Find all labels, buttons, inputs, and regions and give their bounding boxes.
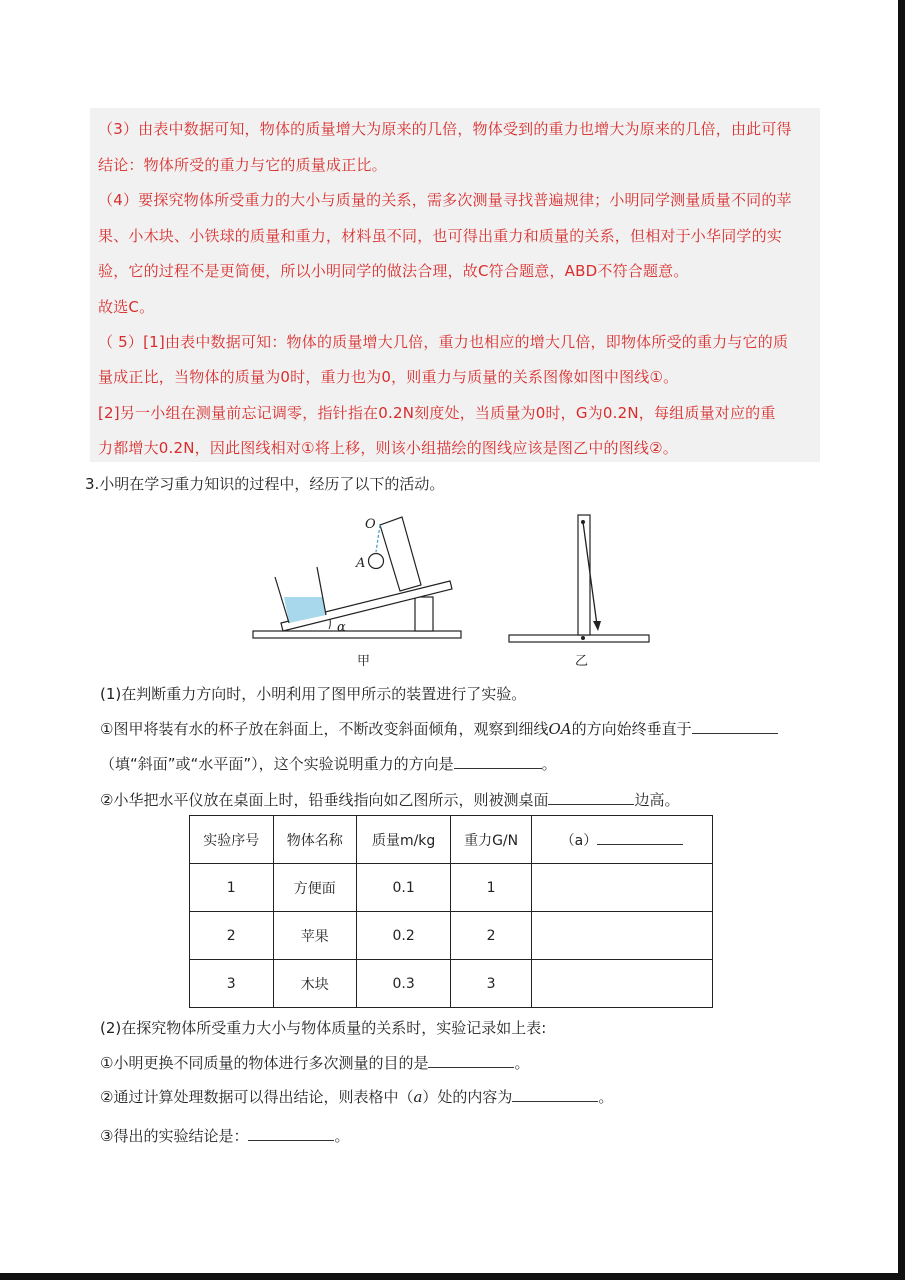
level-center-dot	[581, 636, 585, 640]
table-row	[190, 912, 713, 960]
table-header-cell: 质量m/kg	[357, 816, 451, 864]
base-plate-yi	[509, 635, 649, 642]
table-cell: 木块	[273, 960, 357, 1008]
support-block	[415, 597, 433, 631]
plumb-string	[376, 525, 380, 552]
table-cell: 2	[190, 912, 274, 960]
answer-line: 力都增大0.2N，因此图线相对①将上移，则该小组描绘的图线应该是图乙中的图线②。	[98, 439, 678, 457]
answer-blank[interactable]	[512, 1087, 598, 1102]
page-edge-bottom	[0, 1273, 905, 1280]
question-part-2: (2)在探究物体所受重力大小与物体质量的关系时，实验记录如上表:	[100, 1019, 547, 1037]
table-header-cell: 实验序号	[190, 816, 274, 864]
table-cell: 2	[451, 912, 532, 960]
answer-blank[interactable]	[248, 1126, 334, 1141]
caption-jia: 甲	[357, 654, 371, 669]
table-cell: 3	[190, 960, 274, 1008]
answer-line: 果、小木块、小铁球的质量和重力，材料虽不同，也可得出重力和质量的关系，但相对于小华同学的实	[98, 227, 783, 245]
table-header-cell: 重力G/N	[451, 816, 532, 864]
table-header-row	[190, 816, 713, 864]
page-edge-right	[898, 0, 905, 1280]
table-cell: 3	[451, 960, 532, 1008]
question-part-1: (1)在判断重力方向时，小明利用了图甲所示的装置进行了实验。	[100, 685, 527, 703]
answer-line: 验，它的过程不是更简便，所以小明同学的做法合理，故C符合题意，ABD不符合题意。	[98, 262, 689, 280]
table-cell: 苹果	[273, 912, 357, 960]
table-row	[190, 960, 713, 1008]
answer-blank[interactable]	[548, 790, 634, 805]
answer-line: 故选C。	[98, 298, 155, 316]
table-cell[interactable]	[531, 960, 712, 1008]
table-header-cell: （a）	[531, 816, 712, 864]
question-line: ③得出的实验结论是： 。	[100, 1127, 350, 1145]
data-table	[189, 815, 713, 1008]
caption-yi: 乙	[575, 654, 589, 669]
label-OA: OA	[548, 720, 572, 738]
table-cell: 方便面	[273, 864, 357, 912]
question-title: 3.小明在学习重力知识的过程中，经历了以下的活动。	[85, 475, 445, 493]
plumb-bob-A	[369, 554, 384, 569]
answer-blank[interactable]	[428, 1053, 514, 1068]
table-cell: 1	[451, 864, 532, 912]
table-row	[190, 864, 713, 912]
question-line: （填“斜面”或“水平面”），这个实验说明重力的方向是 。	[100, 755, 557, 773]
answer-line: [2]另一小组在测量前忘记调零，指针指在0.2N刻度处，当质量为0时，G为0.2N，每组质量对应的重	[98, 404, 776, 422]
question-line: ①小明更换不同质量的物体进行多次测量的目的是 。	[100, 1054, 530, 1072]
label-O: O	[365, 517, 376, 532]
table-cell: 0.3	[357, 960, 451, 1008]
table-cell[interactable]	[531, 864, 712, 912]
answer-blank[interactable]	[692, 719, 778, 734]
answer-line: （4）要探究物体所受重力的大小与质量的关系，需多次测量寻找普遍规律；小明同学测量质量不同的苹	[98, 191, 792, 209]
alpha-label: α	[337, 620, 346, 635]
label-A: A	[356, 556, 366, 571]
answer-line: 结论：物体所受的重力与它的质量成正比。	[98, 156, 387, 174]
question-line: ②通过计算处理数据可以得出结论，则表格中（a）处的内容为 。	[100, 1088, 614, 1106]
question-line: ①图甲将装有水的杯子放在斜面上，不断改变斜面倾角，观察到细线OA的方向始终垂直于	[100, 718, 778, 739]
hanging-board	[380, 517, 421, 591]
answer-line: 量成正比，当物体的质量为0时，重力也为0，则重力与质量的关系图像如图中图线①。	[98, 368, 679, 386]
answer-blank[interactable]	[597, 830, 683, 845]
answer-line: （ 5）[1]由表中数据可知：物体的质量增大几倍，重力也相应的增大几倍，即物体所受的重力与它的质	[98, 333, 789, 351]
answer-line: （3）由表中数据可知，物体的质量增大为原来的几倍，物体受到的重力也增大为原来的几倍，由此可得	[98, 120, 792, 138]
table-cell: 0.1	[357, 864, 451, 912]
table-cell: 0.2	[357, 912, 451, 960]
angle-arc	[329, 619, 330, 629]
answer-blank[interactable]	[454, 754, 542, 769]
base-plate-jia	[253, 631, 461, 638]
experiment-diagram	[245, 505, 665, 675]
plumb-arrowhead	[593, 621, 601, 631]
table-header-cell: 物体名称	[273, 816, 357, 864]
table-cell[interactable]	[531, 912, 712, 960]
italic-a: a	[413, 1088, 423, 1106]
table-cell: 1	[190, 864, 274, 912]
question-line: ②小华把水平仪放在桌面上时，铅垂线指向如乙图所示，则被测桌面 边高。	[100, 791, 680, 809]
